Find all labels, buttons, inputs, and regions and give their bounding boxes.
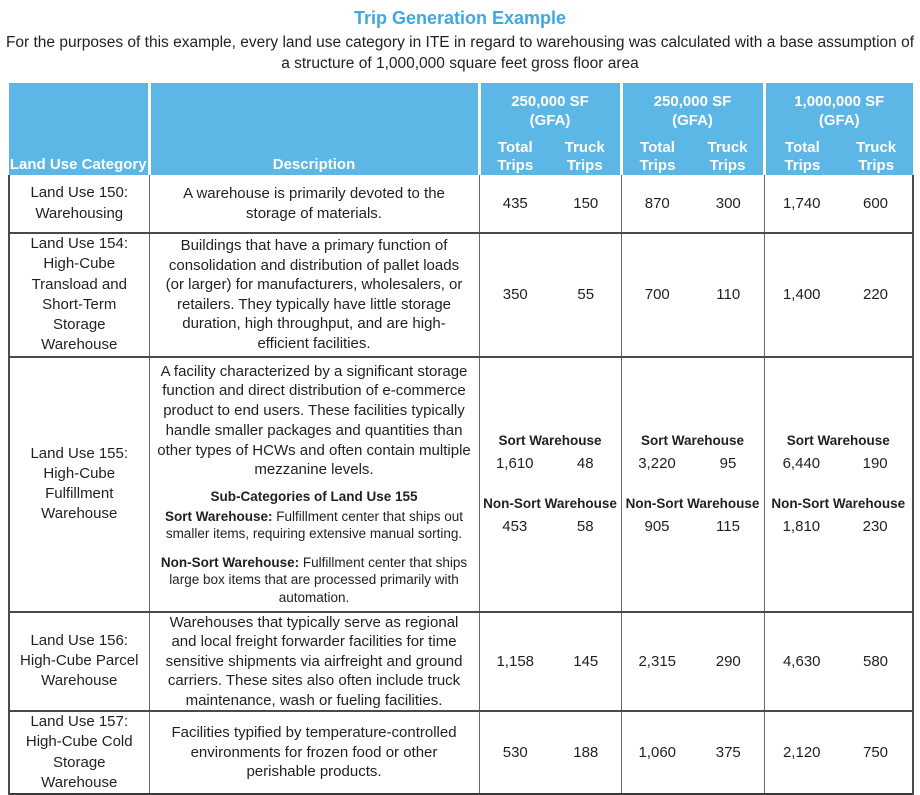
table-row-land-use-156 xyxy=(9,612,913,712)
truck-trips-value: 230 xyxy=(862,517,888,535)
group-size-label: 250,000 SF (GFA) xyxy=(653,93,732,129)
trips-group-cell xyxy=(764,357,913,612)
sort-warehouse-title: Sort Warehouse xyxy=(640,432,745,448)
truck-trips-value: 600 xyxy=(839,175,913,233)
group-size-label: 250,000 SF (GFA) xyxy=(511,93,589,129)
col-header-group-250k-a xyxy=(479,83,621,175)
nonsort-warehouse-definition: Non-Sort Warehouse: Fulfillment center that ships large box items that are processed primarily with automation. xyxy=(160,554,468,606)
sort-warehouse-definition: Sort Warehouse: Fulfillment center that ships out smaller items, requiring extensive manual sorting. xyxy=(164,508,464,542)
total-trips-value: 1,610 xyxy=(495,454,534,472)
land-use-cell: Land Use 157: High-Cube Cold Storage Warehouse xyxy=(9,711,149,794)
total-trips-value: 4,630 xyxy=(782,652,821,670)
nonsort-warehouse-values xyxy=(765,495,913,536)
truck-trips-value: 290 xyxy=(693,612,764,712)
total-trips-value: 1,158 xyxy=(496,652,535,670)
table-row-land-use-154 xyxy=(9,233,913,357)
truck-trips-value: 375 xyxy=(693,711,764,794)
trips-group-cell xyxy=(621,357,764,612)
sort-warehouse-title: Sort Warehouse xyxy=(498,432,602,448)
table-row-land-use-157 xyxy=(9,711,913,794)
truck-trips-value: 115 xyxy=(716,517,740,535)
trip-generation-table xyxy=(8,83,914,795)
truck-trips-value: 150 xyxy=(551,175,621,233)
truck-trips-value: 190 xyxy=(862,454,888,472)
truck-trips-value: 55 xyxy=(551,233,621,357)
total-trips-value: 2,120 xyxy=(782,743,821,761)
subcategories-heading: Sub-Categories of Land Use 155 xyxy=(210,489,418,505)
total-trips-value: 905 xyxy=(644,517,670,535)
land-use-cell: Land Use 156: High-Cube Parcel Warehouse xyxy=(9,612,149,712)
total-trips-value: 3,220 xyxy=(638,454,676,472)
group-size-label: 1,000,000 SF (GFA) xyxy=(794,93,885,129)
nonsort-warehouse-title: Non-Sort Warehouse xyxy=(483,496,617,512)
total-trips-label: Total Trips xyxy=(784,139,821,174)
table-row-land-use-150 xyxy=(9,175,913,233)
truck-trips-value: 300 xyxy=(693,175,764,233)
total-trips-value: 530 xyxy=(502,743,528,761)
header-row xyxy=(9,83,913,175)
truck-trips-value: 188 xyxy=(551,711,621,794)
description-cell: Buildings that have a primary function of consolidation and distribution of pallet loads (or larger) for manufacturers, wholesalers, or retailers. They typically have little storage duration, high throughput, and are high-efficient facilities. xyxy=(149,233,479,357)
sort-warehouse-values xyxy=(480,432,621,473)
total-trips-value: 1,740 xyxy=(782,194,821,212)
sort-warehouse-title: Sort Warehouse xyxy=(786,432,890,448)
total-trips-value: 1,400 xyxy=(782,286,821,303)
nonsort-warehouse-values xyxy=(622,495,764,536)
description-cell: A warehouse is primarily devoted to the storage of materials. xyxy=(149,175,479,233)
total-trips-value: 435 xyxy=(502,194,528,212)
truck-trips-value: 145 xyxy=(551,612,621,712)
col-header-description: Description xyxy=(149,83,479,175)
total-trips-value: 700 xyxy=(644,286,670,303)
nonsort-warehouse-title: Non-Sort Warehouse xyxy=(625,496,760,512)
total-trips-value: 2,315 xyxy=(638,652,677,670)
truck-trips-value: 48 xyxy=(576,454,594,472)
land-use-cell: Land Use 155: High-Cube Fulfillment Warehouse xyxy=(9,357,149,612)
sort-warehouse-values xyxy=(765,432,913,473)
truck-trips-value: 750 xyxy=(839,711,913,794)
total-trips-value: 1,060 xyxy=(638,743,677,761)
land-use-cell: Land Use 150: Warehousing xyxy=(9,175,149,233)
description-cell: Facilities typified by temperature-controlled environments for frozen food or other perishable products. xyxy=(149,711,479,794)
description-cell xyxy=(149,357,479,612)
truck-trips-label: Truck Trips xyxy=(856,139,897,174)
total-trips-value: 1,810 xyxy=(782,517,821,535)
land-use-cell: Land Use 154: High-Cube Transload and Short-Term Storage Warehouse xyxy=(9,233,149,357)
truck-trips-label: Truck Trips xyxy=(564,139,605,174)
truck-trips-value: 110 xyxy=(693,233,764,357)
page-subtitle: For the purposes of this example, every land use category in ITE in regard to warehousing was calculated with a base assumption of a structure of 1,000,000 square feet gross floor area xyxy=(5,34,915,72)
col-header-land-use-category: Land Use Category xyxy=(9,83,149,175)
total-trips-value: 6,440 xyxy=(782,454,821,472)
col-header-group-250k-b xyxy=(621,83,764,175)
page-title: Trip Generation Example xyxy=(353,8,567,28)
description-main: A facility characterized by a significant storage function and direct distribution of e-commerce product to end users. These facilities typically handle smaller packages and quantities than other types of HCWs and often contain multiple mezzanine levels. xyxy=(157,362,471,479)
truck-trips-value: 580 xyxy=(839,612,913,712)
description-cell: Warehouses that typically serve as regional and local freight forwarder facilities for time sensitive shipments via airfreight and ground carriers. These sites also often include truck maintenance, wash or fueling facilities. xyxy=(149,612,479,712)
total-trips-value: 453 xyxy=(502,517,528,535)
trips-group-cell xyxy=(479,357,621,612)
truck-trips-label: Truck Trips xyxy=(707,139,748,174)
total-trips-label: Total Trips xyxy=(497,139,534,174)
table-row-land-use-155 xyxy=(9,357,913,612)
total-trips-value: 350 xyxy=(502,286,528,303)
total-trips-value: 870 xyxy=(644,194,670,212)
truck-trips-value: 95 xyxy=(719,454,737,472)
nonsort-warehouse-title: Non-Sort Warehouse xyxy=(771,496,906,512)
truck-trips-value: 220 xyxy=(839,233,913,357)
nonsort-warehouse-values xyxy=(480,495,621,536)
truck-trips-value: 58 xyxy=(576,517,594,535)
sort-warehouse-values xyxy=(622,432,764,473)
col-header-group-1m xyxy=(764,83,913,175)
total-trips-label: Total Trips xyxy=(639,139,676,174)
